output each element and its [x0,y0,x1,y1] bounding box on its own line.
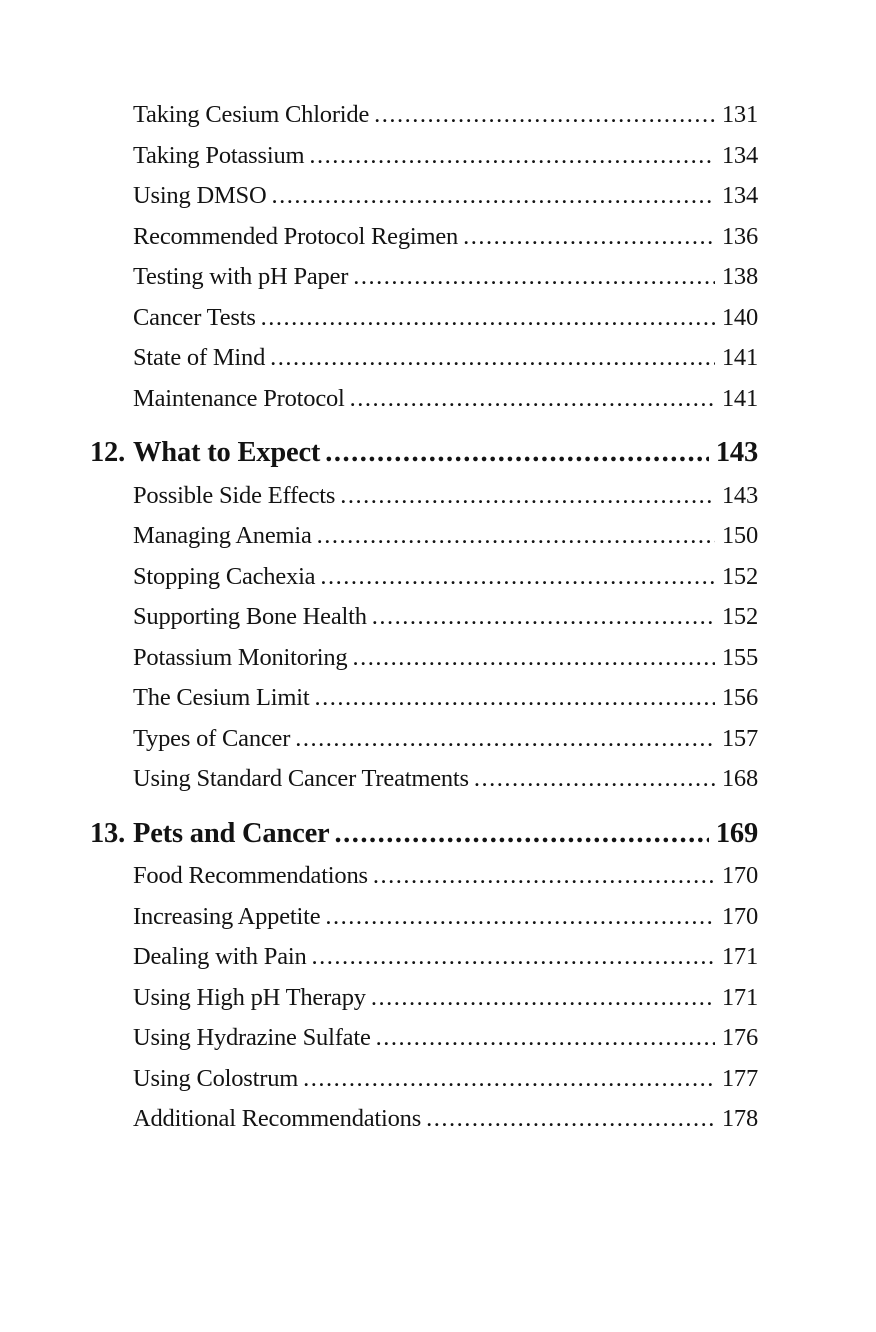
toc-section [90,95,758,419]
dot-leader [372,597,715,638]
toc-chapter-heading[interactable] [90,433,758,474]
dot-leader [309,136,714,177]
toc-entry-label: Possible Side Effects [133,481,336,509]
toc-entry[interactable] [133,978,758,1019]
toc-entry[interactable] [133,298,758,339]
dot-leader [334,814,708,855]
toc [90,0,758,1140]
toc-entry-page-number: 155 [721,643,758,671]
dot-leader [325,433,709,474]
toc-entry-page-number: 156 [721,684,758,711]
toc-entry-page-number: 143 [721,481,758,509]
dot-leader [314,678,714,719]
dot-leader [312,937,715,978]
toc-entry-label: Using Colostrum [133,1064,299,1092]
toc-entry-page-number: 152 [721,562,758,590]
toc-entry-page-number: 170 [721,862,758,889]
toc-section [90,814,758,1140]
toc-entry-label: Dealing with Pain [133,943,307,970]
toc-entry[interactable] [133,95,758,136]
dot-leader [271,176,714,217]
toc-entry-label: Stopping Cachexia [133,562,316,590]
toc-entry-page-number: 178 [721,1105,758,1132]
toc-entry-label: Food Recommendations [133,862,368,889]
toc-entry[interactable] [133,937,758,978]
toc-entry[interactable] [133,338,758,379]
toc-entry[interactable] [133,1018,758,1059]
toc-entry-page-number: 131 [721,101,758,128]
toc-entry[interactable] [133,1099,758,1140]
toc-entry-page-number: 177 [721,1064,758,1092]
toc-entry-label: Using DMSO [133,182,267,209]
dot-leader [474,759,715,800]
dot-leader [374,95,715,136]
toc-entry-label: Using Hydrazine Sulfate [133,1024,371,1051]
toc-entry[interactable] [133,856,758,897]
toc-entry-page-number: 170 [721,902,758,930]
toc-entry-label: Cancer Tests [133,303,256,331]
toc-entry-page-number: 140 [721,303,758,331]
toc-entry-label: Managing Anemia [133,522,312,549]
toc-entry-page-number: 152 [721,603,758,630]
toc-entry[interactable] [133,379,758,420]
toc-entry-label: The Cesium Limit [133,684,310,711]
toc-entry-label: Taking Cesium Chloride [133,101,370,128]
toc-entry-page-number: 136 [721,222,758,250]
toc-entry-page-number: 134 [721,141,758,169]
toc-entry[interactable] [133,597,758,638]
toc-entry-page-number: 171 [721,983,758,1011]
toc-section [90,433,758,800]
toc-chapter-title: Pets and Cancer [133,817,330,849]
dot-leader [352,638,714,679]
toc-entry-label: Recommended Protocol Regimen [133,222,459,250]
dot-leader [295,719,715,760]
dot-leader [340,476,715,517]
toc-entry[interactable] [133,719,758,760]
toc-entry[interactable] [133,176,758,217]
toc-entry[interactable] [133,516,758,557]
toc-entry[interactable] [133,1059,758,1100]
toc-chapter-title: What to Expect [133,437,321,468]
toc-entry-label: Increasing Appetite [133,902,321,930]
dot-leader [376,1018,715,1059]
toc-entry-label: Using High pH Therapy [133,983,366,1011]
dot-leader [320,557,714,598]
toc-entry-page-number: 134 [721,182,758,209]
toc-entry-page-number: 168 [721,765,758,792]
dot-leader [371,978,715,1019]
dot-leader [303,1059,715,1100]
dot-leader [317,516,715,557]
toc-chapter-page-number: 143 [715,437,758,468]
toc-entry[interactable] [133,759,758,800]
toc-entry[interactable] [133,897,758,938]
toc-entry-label: Potassium Monitoring [133,643,348,671]
toc-chapter-page-number: 169 [715,817,758,849]
dot-leader [373,856,715,897]
toc-chapter-heading[interactable] [90,814,758,855]
dot-leader [353,257,715,298]
dot-leader [350,379,715,420]
dot-leader [325,897,714,938]
toc-entry-label: Using Standard Cancer Treatments [133,765,469,792]
toc-entry[interactable] [133,557,758,598]
toc-entry-label: Supporting Bone Health [133,603,367,630]
toc-chapter-number: 13. [90,817,126,849]
toc-entry-label: Taking Potassium [133,141,305,169]
toc-entry-label: State of Mind [133,344,266,371]
toc-entry-page-number: 176 [721,1024,758,1051]
dot-leader [426,1099,715,1140]
toc-entry[interactable] [133,638,758,679]
toc-entry-label: Additional Recommendations [133,1105,422,1132]
toc-chapter-number: 12. [90,437,126,468]
toc-entry[interactable] [133,476,758,517]
toc-entry-label: Maintenance Protocol [133,384,345,412]
toc-entry[interactable] [133,217,758,258]
toc-entry[interactable] [133,136,758,177]
toc-entry-page-number: 141 [721,344,758,371]
toc-entry[interactable] [133,257,758,298]
toc-entry-page-number: 171 [721,943,758,970]
toc-entry-page-number: 138 [721,263,758,290]
toc-entry-page-number: 150 [721,522,758,549]
toc-entry-page-number: 157 [721,724,758,752]
dot-leader [270,338,715,379]
toc-entry-page-number: 141 [721,384,758,412]
toc-entry-label: Types of Cancer [133,724,291,752]
toc-entry[interactable] [133,678,758,719]
dot-leader [261,298,715,339]
toc-entry-label: Testing with pH Paper [133,263,349,290]
dot-leader [463,217,715,258]
